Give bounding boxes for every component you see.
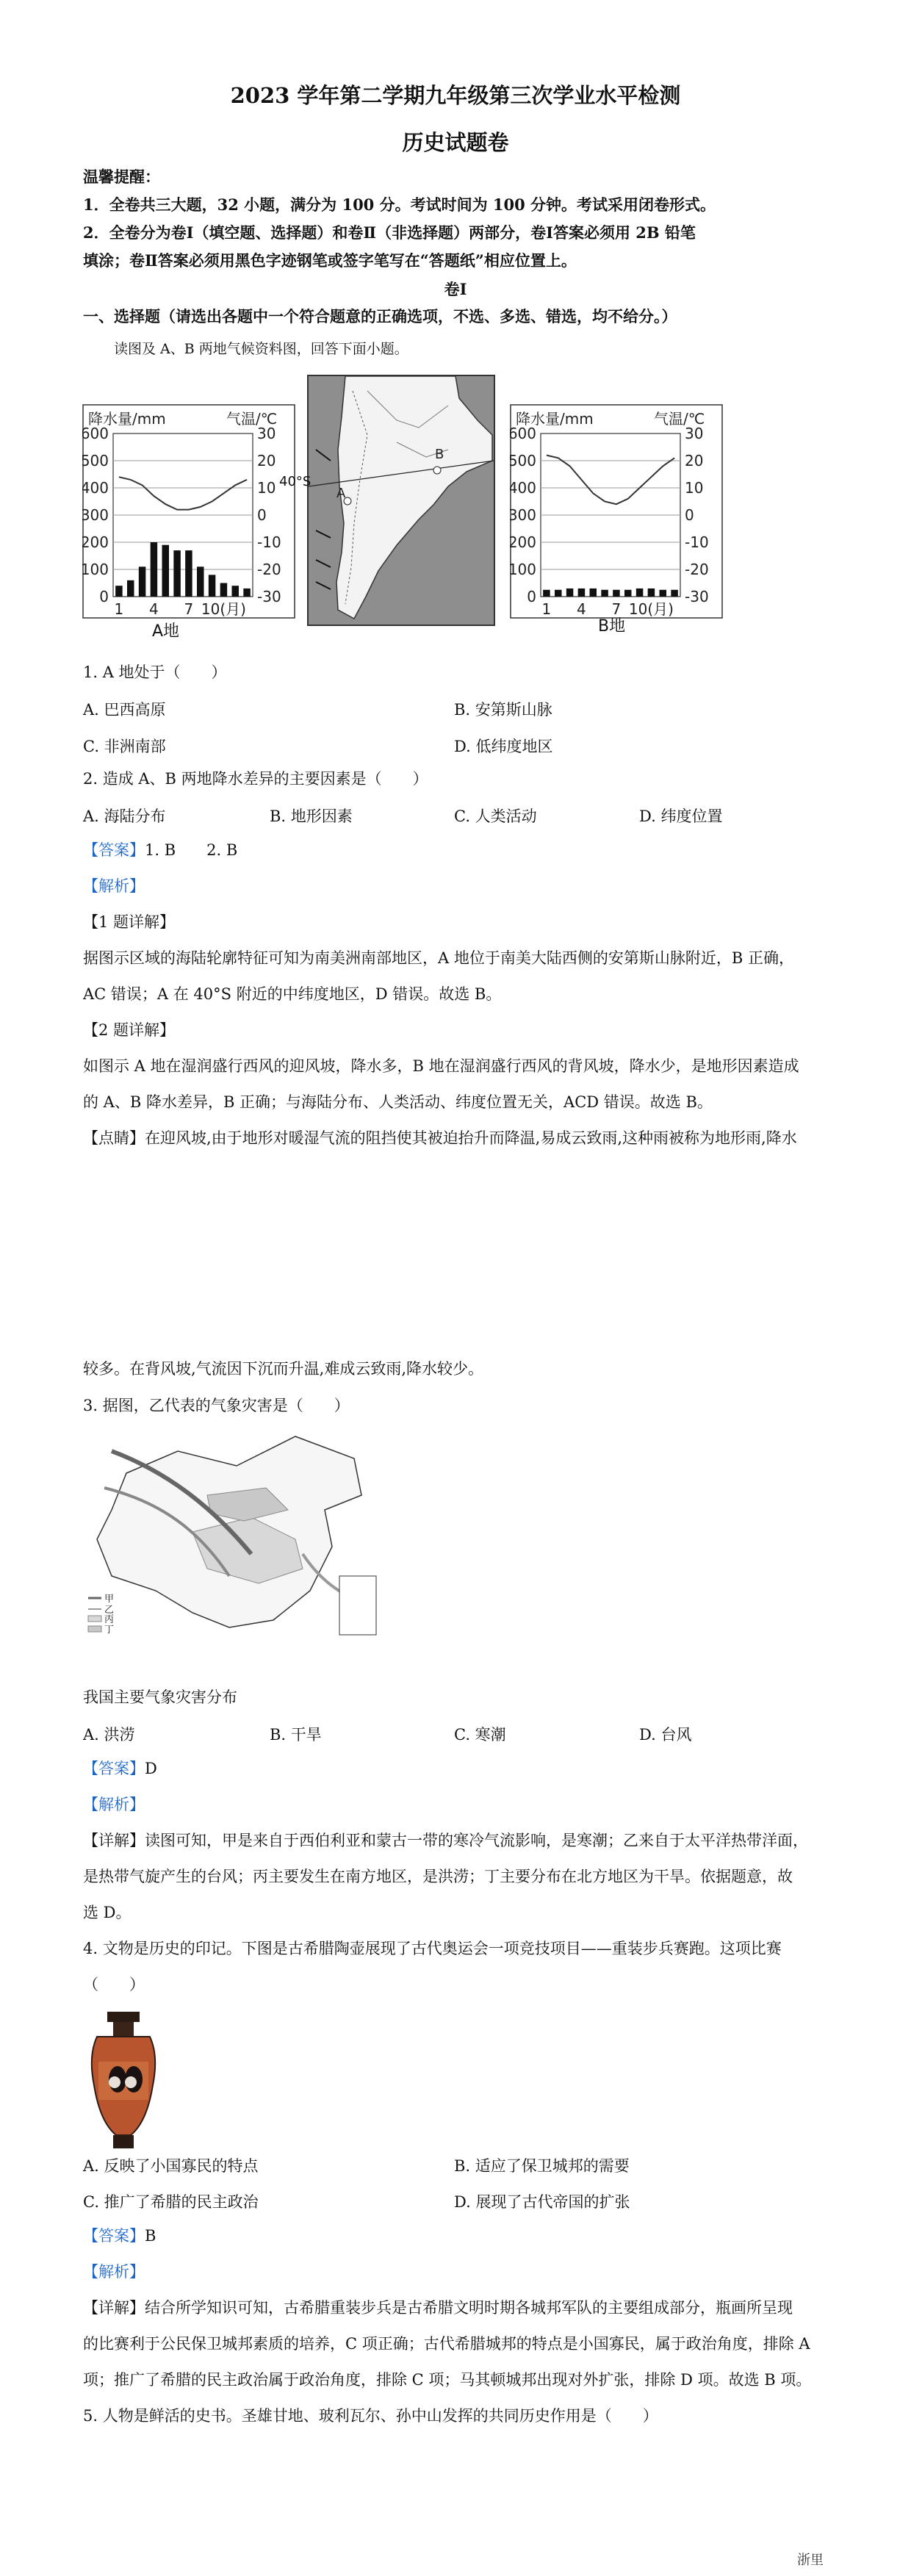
chartB-right-tick: 10	[685, 479, 704, 497]
q3-detail2: 是热带气旋产生的台风；丙主要发生在南方地区，是洪涝；丁主要分布在北方地区为干旱。依据题意，故	[83, 1868, 793, 1885]
chartA-precip-bar	[243, 589, 251, 597]
chartB-left-tick: 600	[510, 425, 536, 442]
chartB-precip-bar	[613, 590, 620, 597]
q3-answer-line	[83, 1757, 157, 1780]
chartA-precip-bar	[139, 566, 146, 597]
chart-a-grid	[113, 433, 253, 597]
chartA-precip-bar	[197, 566, 204, 597]
map-point-a: A	[336, 486, 346, 501]
chartB-precip-bar	[578, 589, 586, 597]
chartB-x-tick: 1	[541, 600, 552, 618]
chartB-right-tick: -20	[685, 561, 709, 578]
chartA-right-tick: 0	[257, 506, 267, 524]
chart-a-left-ticks	[82, 425, 109, 605]
legend-bing: 丙	[104, 1614, 115, 1625]
legend-bing-symbol	[88, 1616, 101, 1622]
greek-vase-svg	[87, 2012, 160, 2151]
ans12-detail1-text1: 据图示区域的海陆轮廓特征可知为南美洲南部地区，A 地位于南美大陆西侧的安第斯山脉附近，B 正确，	[83, 949, 794, 967]
legend-ding-symbol	[88, 1626, 101, 1632]
chart-b-grid	[541, 433, 680, 597]
chartB-precip-bar	[671, 590, 678, 597]
q4-detail1: 结合所学知识可知，古希腊重装步兵是古希腊文明时期各城邦军队的主要组成部分，瓶画所呈现	[145, 2299, 793, 2317]
chartB-right-tick: -10	[685, 533, 709, 551]
ans12-answer-tag: 【答案】	[83, 841, 145, 859]
q4-detail2: 的比赛利于公民保卫城邦素质的培养，C 项正确；古代希腊城邦的特点是小国寡民，属于政治角度，排除 A	[83, 2335, 810, 2353]
ans12-detail2-tag: 【2 题详解】	[83, 1021, 176, 1039]
chartB-right-tick: 20	[685, 452, 704, 469]
q3-detail-tag: 【详解】	[83, 1832, 145, 1849]
q3-option-d: D. 台风	[639, 1726, 692, 1744]
chartB-precip-bar	[624, 590, 632, 597]
page-subtitle: 历史试题卷	[402, 130, 509, 155]
south-sea-inset	[339, 1576, 376, 1635]
q1-option-b: B. 安第斯山脉	[454, 701, 552, 719]
q3-stem: 3. 据图，乙代表的气象灾害是（ ）	[83, 1397, 350, 1414]
q4-option-a: A. 反映了小国寡民的特点	[83, 2157, 259, 2175]
shield-1	[109, 2076, 120, 2088]
ans12-detail1-tag: 【1 题详解】	[83, 913, 176, 931]
chartA-precip-bar	[162, 545, 170, 597]
climate-chart-a-svg	[82, 404, 295, 647]
map-point-b: B	[435, 447, 444, 462]
chartA-right-tick: -30	[257, 588, 281, 605]
chartB-precip-bar	[566, 589, 574, 597]
q3-answer-text: D	[145, 1760, 157, 1777]
chartB-left-tick: 0	[527, 588, 536, 605]
map-lat-label: 40°S	[279, 474, 312, 489]
q4-answer-tag: 【答案】	[83, 2227, 145, 2245]
q2-option-b: B. 地形因素	[270, 807, 353, 825]
q3-option-c: C. 寒潮	[454, 1726, 506, 1744]
chartA-x-tick: 1	[114, 600, 124, 618]
chartA-left-tick: 100	[82, 561, 109, 578]
chartA-precip-bar	[127, 580, 134, 597]
q4-detail-tag: 【详解】	[83, 2299, 145, 2317]
chartB-precip-bar	[660, 590, 667, 597]
q3-detail3: 选 D。	[83, 1904, 132, 1921]
chartA-x-tick: 4	[149, 600, 159, 618]
q3-analysis-tag: 【解析】	[83, 1796, 145, 1813]
q4-stem1: 4. 文物是历史的印记。下图是古希腊陶壶展现了古代奥运会一项竞技项目——重装步兵赛跑。这项比赛	[83, 1940, 782, 1957]
chart-b-temp-line	[547, 456, 674, 505]
chartA-precip-bar	[115, 586, 123, 597]
chartA-precip-bar	[232, 586, 240, 597]
climate-chart-a	[82, 404, 295, 647]
page-title: 2023 学年第二学期九年级第三次学业水平检测	[230, 83, 681, 108]
q1-option-a: A. 巴西高原	[83, 701, 166, 719]
china-disaster-map	[82, 1429, 384, 1642]
chartA-right-tick: -10	[257, 533, 281, 551]
chart-a-temp-line	[119, 477, 247, 509]
chartA-left-tick: 0	[99, 588, 109, 605]
q3-option-a: A. 洪涝	[83, 1726, 135, 1744]
ans12-answer-line	[83, 839, 237, 861]
q3-detail1: 读图可知，甲是来自于西伯利亚和蒙古一带的寒冷气流影响，是寒潮；乙来自于太平洋热带洋面，	[145, 1832, 808, 1849]
chartB-left-tick: 300	[510, 506, 536, 524]
legend-ding: 丁	[104, 1625, 115, 1636]
ans12-tip-line	[83, 1127, 797, 1149]
greek-vase-image	[87, 2012, 160, 2151]
south-america-map-svg	[309, 376, 494, 625]
point-b-marker	[433, 467, 441, 474]
vase-foot	[113, 2135, 134, 2148]
chartB-precip-bar	[648, 589, 655, 597]
notice-item-2b: 填涂；卷Ⅱ答案必须用黑色字迹钢笔或签字笔写在“答题纸”相应位置上。	[83, 251, 577, 270]
chartA-left-tick: 500	[82, 452, 109, 469]
q4-detail3: 项；推广了希腊的民主政治属于政治角度，排除 C 项；马其顿城邦出现对外扩张，排除 D 项。故选 B 项。	[83, 2371, 812, 2389]
q4-option-d: D. 展现了古代帝国的扩张	[454, 2193, 630, 2211]
q5-stem: 5. 人物是鲜活的史书。圣雄甘地、玻利瓦尔、孙中山发挥的共同历史作用是（ ）	[83, 2407, 658, 2425]
chartA-x-tick: 10(月)	[201, 600, 246, 618]
chartA-right-tick: 20	[257, 452, 276, 469]
section-intro: 读图及 A、B 两地气候资料图，回答下面小题。	[114, 341, 408, 357]
q2-option-d: D. 纬度位置	[639, 807, 723, 825]
chartA-precip-bar	[220, 583, 228, 597]
chart-b-right-ticks	[685, 425, 709, 605]
volume-label: 卷Ⅰ	[444, 280, 467, 298]
ans12-tip-tag: 【点睛】	[83, 1129, 145, 1147]
south-america-map	[307, 375, 495, 626]
q4-answer-line	[83, 2225, 156, 2247]
q2-option-a: A. 海陆分布	[83, 807, 166, 825]
chartA-right-tick: 10	[257, 479, 276, 497]
ans12-tip-text2: 较多。在背风坡,气流因下沉而升温,难成云致雨,降水较少。	[83, 1360, 484, 1378]
chartB-left-tick: 200	[510, 533, 536, 551]
chart-b-temp-label: 气温/℃	[654, 410, 705, 428]
chart-a-temp-label: 气温/℃	[226, 410, 278, 428]
climate-chart-b	[510, 404, 723, 647]
chartB-right-tick: 30	[685, 425, 704, 442]
q1-stem: 1. A 地处于（ ）	[83, 663, 227, 681]
legend-jia: 甲	[104, 1594, 115, 1605]
q1-option-d: D. 低纬度地区	[454, 738, 553, 755]
q4-option-c: C. 推广了希腊的民主政治	[83, 2193, 259, 2211]
chartA-right-tick: -20	[257, 561, 281, 578]
ans12-answer-text: 1. B 2. B	[145, 841, 238, 859]
chartB-left-tick: 400	[510, 479, 536, 497]
chartA-left-tick: 600	[82, 425, 109, 442]
q4-analysis-tag: 【解析】	[83, 2263, 145, 2281]
chart-b-bars	[543, 589, 678, 597]
chartB-right-tick: -30	[685, 588, 709, 605]
chart-a-x-ticks	[115, 600, 246, 618]
chart-a-precip-label: 降水量/mm	[88, 410, 166, 428]
q3-caption: 我国主要气象灾害分布	[83, 1688, 237, 1706]
chartA-right-tick: 30	[257, 425, 276, 442]
chartB-x-tick: 7	[611, 600, 622, 618]
chart-b-caption: B地	[598, 617, 626, 636]
chartB-precip-bar	[555, 590, 562, 597]
chart-b-left-ticks	[510, 425, 536, 605]
westerly-arrows	[316, 450, 331, 589]
chartB-right-tick: 0	[685, 506, 694, 524]
q4-option-b: B. 适应了保卫城邦的需要	[454, 2157, 630, 2175]
chart-b-precip-label: 降水量/mm	[516, 410, 594, 428]
chartB-x-tick: 4	[577, 600, 586, 618]
q1-option-c: C. 非洲南部	[83, 738, 166, 755]
q4-detail-line1	[83, 2297, 793, 2319]
section-heading: 一、选择题（请选出各题中一个符合题意的正确选项，不选、多选、错选，均不给分。）	[83, 307, 677, 325]
chart-a-caption: A地	[152, 622, 180, 641]
chartB-precip-bar	[590, 589, 597, 597]
china-disaster-map-svg	[82, 1429, 384, 1642]
chartB-left-tick: 100	[510, 561, 536, 578]
chartB-x-tick: 10(月)	[628, 600, 674, 618]
q3-detail-line1	[83, 1830, 808, 1852]
chartA-precip-bar	[151, 542, 158, 597]
ans12-detail2-text1: 如图示 A 地在湿润盛行西风的迎风坡，降水多，B 地在湿润盛行西风的背风坡，降水少，是地形因素造成	[83, 1057, 799, 1075]
chartA-precip-bar	[173, 550, 181, 597]
chartA-left-tick: 400	[82, 479, 109, 497]
ans12-analysis-tag: 【解析】	[83, 877, 145, 895]
chartB-precip-bar	[601, 590, 608, 597]
q4-answer-text: B	[145, 2227, 156, 2245]
q4-stem2: （ ）	[83, 1976, 145, 1993]
q3-answer-tag: 【答案】	[83, 1760, 145, 1777]
notice-item-2a: 2．全卷分为卷Ⅰ（填空题、选择题）和卷Ⅱ（非选择题）两部分，卷Ⅰ答案必须用 2B 铅笔	[83, 223, 696, 242]
q2-option-c: C. 人类活动	[454, 807, 537, 825]
notice-item-1: 1．全卷共三大题，32 小题，满分为 100 分。考试时间为 100 分钟。考试采用闭卷形式。	[83, 195, 716, 214]
q2-stem: 2. 造成 A、B 两地降水差异的主要因素是（ ）	[83, 770, 428, 788]
q3-option-b: B. 干旱	[270, 1726, 322, 1744]
ans12-detail2-text2: 的 A、B 降水差异，B 正确；与海陆分布、人类活动、纬度位置无关，ACD 错误。故选 B。	[83, 1093, 713, 1111]
footer-text: 浙里	[797, 2552, 824, 2568]
chartB-precip-bar	[636, 589, 644, 597]
legend-yi: 乙	[104, 1605, 115, 1616]
chartA-left-tick: 300	[82, 506, 109, 524]
ans12-tip-text1: 在迎风坡,由于地形对暖湿气流的阻挡使其被迫抬升而降温,易成云致雨,这种雨被称为地形雨,降水	[145, 1129, 797, 1147]
vase-lip	[107, 2012, 140, 2022]
chart-a-right-ticks	[257, 425, 281, 605]
notice-heading: 温馨提醒：	[83, 168, 160, 186]
chartA-x-tick: 7	[184, 600, 194, 618]
chartA-left-tick: 200	[82, 533, 109, 551]
chartA-precip-bar	[185, 550, 192, 597]
climate-chart-b-svg	[510, 404, 723, 647]
chartA-precip-bar	[209, 575, 216, 597]
vase-neck	[113, 2022, 134, 2037]
chartB-precip-bar	[543, 590, 550, 597]
shield-2	[125, 2076, 137, 2088]
ans12-detail1-text2: AC 错误；A 在 40°S 附近的中纬度地区，D 错误。故选 B。	[83, 985, 502, 1003]
chartB-left-tick: 500	[510, 452, 536, 469]
